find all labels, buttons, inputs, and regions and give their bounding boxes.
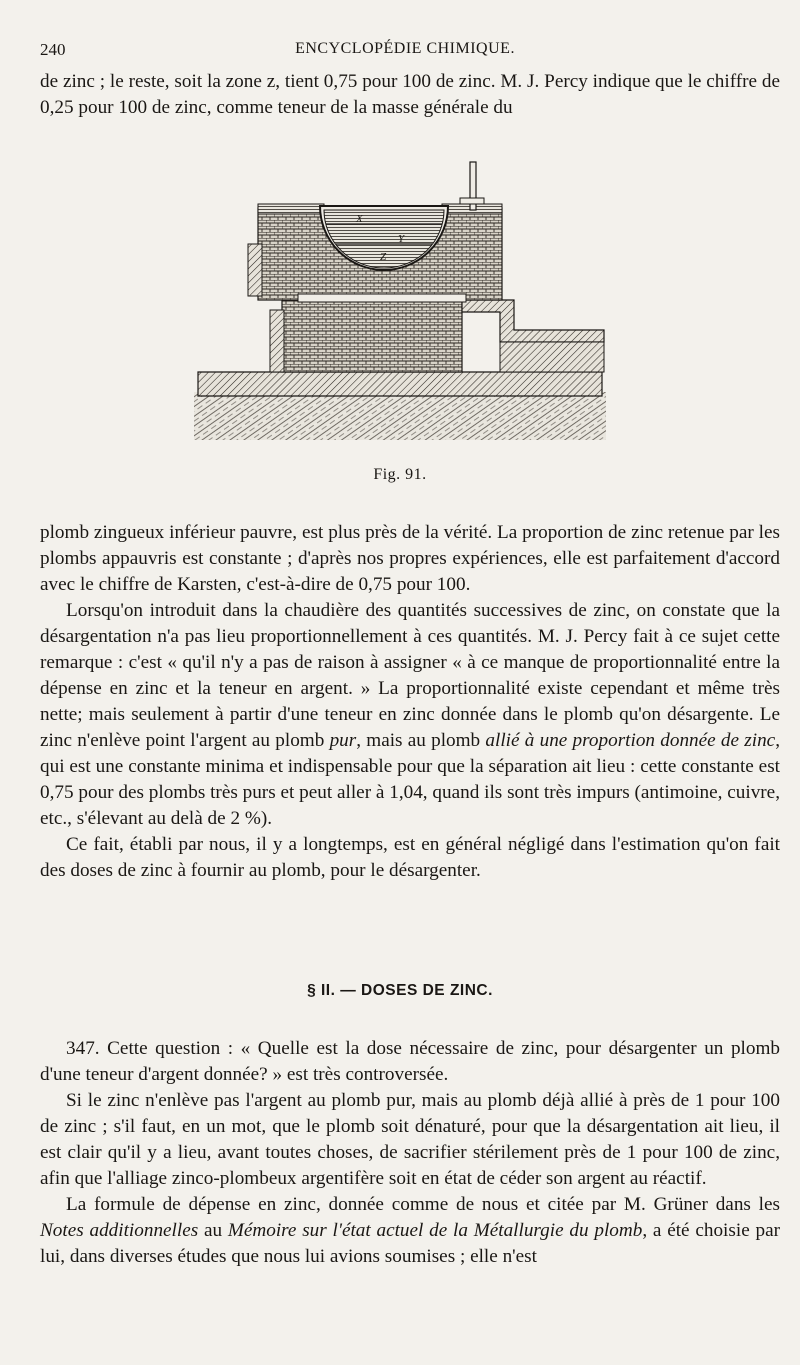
side-buttress xyxy=(248,244,262,296)
paragraph-continued: de zinc ; le reste, soit la zone z, tient 0,75 pour 100 de zinc. M. J. Percy indique que le chiffre de 0,25 pour 100 de zinc, comme teneur de la masse générale du xyxy=(40,71,780,118)
cap-stone-left xyxy=(258,204,324,214)
base-slab xyxy=(198,372,602,396)
emphasis-memoire: Mémoire sur l'état actuel de la Métallurgie du plomb xyxy=(227,1220,643,1241)
page-header xyxy=(40,40,770,66)
text-run: , mais au plomb xyxy=(356,730,486,751)
flue-base xyxy=(500,342,604,372)
paragraph-zinc-dose: Si le zinc n'enlève pas l'argent au plomb pur, mais au plomb déjà allié à près de 1 pour 100 de zinc ; s'il faut, en un mot, que le plomb soit dénaturé, pour que la désargentation ait lieu, il est clair qu'il y a lieu, avant toutes choses, de sacrifier stérilement près de 1 pour 100 de zinc, afin que l'alliage zinco-plombeux argentifère soit en état de céder son argent au réactif. xyxy=(40,1090,780,1189)
emphasis-notes: Notes additionnelles xyxy=(40,1220,199,1241)
paragraph-347: 347. Cette question : « Quelle est la dose nécessaire de zinc, pour désargenter un plomb d'une teneur d'argent donnée? » est très controversée. xyxy=(40,1038,780,1085)
grate-band xyxy=(298,294,466,302)
text-run: La formule de dépense en zinc, donnée comme de nous et citée par M. Grüner dans les xyxy=(66,1194,780,1215)
text-run: , qui est une constante minima et indispensable pour que la séparation ait lieu : cette constante est 0,75 pour des plombs très purs et peut aller à 1,04, quand ils sont très impurs (antimoine, cuivre, etc., s'élevant au delà de 2 %). xyxy=(40,730,780,829)
paragraph-fact: Ce fait, établi par nous, il y a longtemps, est en général négligé dans l'estimation qu'on fait des doses de zinc à fournir au plomb, pour le désargenter. xyxy=(40,834,780,881)
page-number: 240 xyxy=(40,40,66,59)
emphasis-allie: allié à une proportion donnée de zinc xyxy=(485,730,776,751)
label-z: Z xyxy=(380,251,387,263)
running-title: ENCYCLOPÉDIE CHIMIQUE. xyxy=(295,40,515,57)
flue-channel xyxy=(462,300,604,342)
figure-91-illustration xyxy=(194,160,606,440)
text-run: au xyxy=(198,1220,228,1241)
bottom-text-block xyxy=(40,1036,780,1270)
middle-text-block xyxy=(40,520,780,884)
paragraph-proportionality xyxy=(40,598,780,832)
figure-caption: Fig. 91. xyxy=(373,466,427,483)
paragraph-zinc-retention: plomb zingueux inférieur pauvre, est plus près de la vérité. La proportion de zinc retenue par les plombs appauvris est constante ; d'après nos propres expériences, elle est parfaitement d'accord avec le chiffre de Karsten, c'est-à-dire de 0,75 pour 100. xyxy=(40,522,780,595)
text-run: , a été choisie par lui, dans diverses études que nous lui avions soumises ; elle n'est xyxy=(40,1220,780,1267)
lower-brickwork xyxy=(282,300,462,372)
emphasis-pur: pur xyxy=(329,730,357,751)
section-heading: § II. — DOSES DE ZINC. xyxy=(307,982,493,999)
ground-hatching xyxy=(194,392,606,440)
top-text-block xyxy=(40,69,780,121)
text-run: Lorsqu'on introduit dans la chaudière des quantités successives de zinc, on constate que la désargentation n'a pas lieu proportionnellement à ces quantités. M. J. Percy fait à ce sujet cette remarque : c'est « qu'il n'y a pas de raison à assigner « à ce manque de proportionnalité entre la dépense en zinc et la teneur en argent. » La proportionnalité existe cependant et même très nette; mais seulement à partir d'une teneur en zinc donnée dans le plomb qu'on désargente. Le zinc n'enlève point l'argent au plomb xyxy=(40,600,780,751)
label-y: Y xyxy=(398,233,405,245)
rod-support xyxy=(460,198,484,204)
left-pier xyxy=(270,310,284,372)
label-x: X xyxy=(356,213,363,225)
paragraph-formula xyxy=(40,1192,780,1270)
